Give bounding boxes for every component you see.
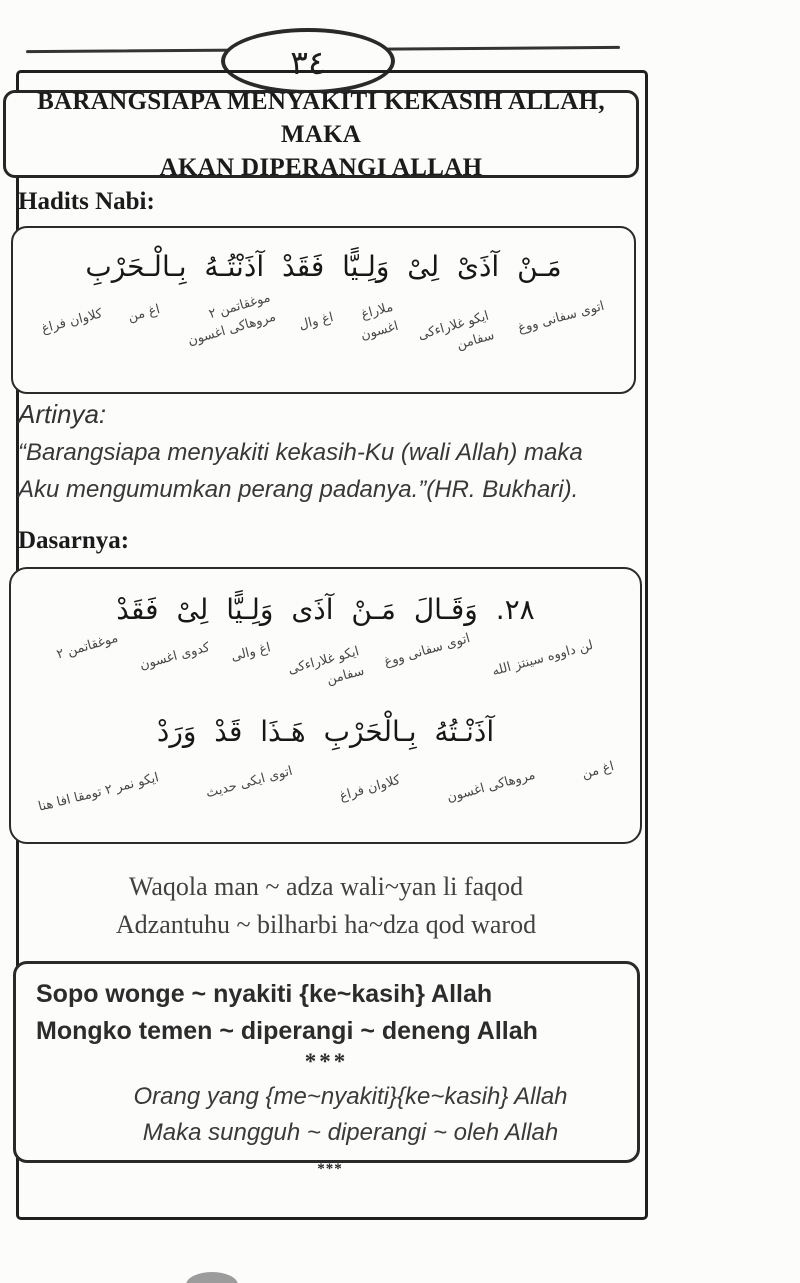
- title-box: [3, 87, 639, 181]
- artinya-translation: [18, 434, 636, 508]
- indonesian-line2: Maka sungguh ~ diperangi ~ oleh Allah: [142, 1119, 559, 1146]
- footer-stars-separator: ***: [317, 1161, 343, 1177]
- transliteration-line2: Adzantuhu ~ bilharbi ha~dza qod warod: [115, 910, 537, 939]
- pegon-annotation: ايكو نمر ٢ تومقا افا هنا: [36, 770, 161, 815]
- pegon-annotation: اتوى ايكى حديث: [204, 763, 295, 802]
- pegon-annotation: كلاوان فراغ: [337, 772, 403, 805]
- pegon-annotation: كلاوان فراغ: [40, 306, 105, 337]
- artinya-line1: “Barangsiapa menyakiti kekasih-Ku (wali Allah) maka: [18, 439, 583, 466]
- dasarnya-arabic-line1: ٢٨. وَقَـالَ مَـنْ آذَى وَلِـيًّا لِىْ فَقَدْ: [116, 593, 535, 626]
- pegon-annotation: اغ من: [580, 759, 616, 782]
- pegon-annotation: ايكو غلاراءكى سفامن: [416, 308, 497, 353]
- pegon-annotation: ملاراغ اغسون: [359, 299, 400, 344]
- pegon-annotation: اغ والى: [229, 640, 272, 665]
- pegon-annotation: مروهاكى اغسون: [445, 767, 538, 806]
- artinya-label: Artinya:: [18, 399, 107, 429]
- transliteration: [0, 868, 652, 944]
- pegon-annotation: اتوى سفانى ووغ: [382, 631, 472, 670]
- stars-separator: ***: [304, 1049, 349, 1074]
- pegon-annotation: موغقاتمن ٢: [55, 630, 120, 663]
- pegon-annotation: اتوى سفانى ووغ: [516, 298, 607, 337]
- javanese-line1: Sopo wonge ~ nyakiti {ke~kasih} Allah: [36, 980, 493, 1008]
- dasarnya-interlinear-row1: [11, 630, 640, 705]
- dasarnya-box: [9, 567, 642, 844]
- javanese-line2: Mongko temen ~ diperangi ~ deneng Allah: [36, 1017, 538, 1045]
- hadits-arabic-text: مَـنْ آذَىْ لِىْ وَلِـيًّا فَقَدْ آذَنْتُـهُ بِـالْـحَرْبِ: [85, 250, 562, 283]
- pegon-annotation: ايكو غلاراءكى سفامن: [286, 644, 367, 689]
- translation-box: [13, 961, 640, 1163]
- indonesian-line1: Orang yang {me~nyakiti}{ke~kasih} Allah: [133, 1083, 568, 1110]
- dasarnya-label: Dasarnya:: [18, 527, 130, 554]
- pegon-annotation: موغقاتمن ٢ مروهاكى اغسون: [186, 290, 278, 349]
- dasarnya-interlinear-row2: [11, 759, 640, 815]
- hadits-interlinear-row: [13, 290, 634, 353]
- hadits-nabi-label: Hadits Nabi:: [18, 188, 155, 215]
- pegon-annotation: كدوى اغسون: [138, 639, 212, 674]
- dasarnya-arabic-line2: آذَنْـتُهُ بِـالْحَرْبِ هَـذَا قَدْ وَرَدْ: [156, 715, 495, 748]
- pegon-annotation: اغ من: [125, 302, 162, 325]
- page-title-line2: AKAN DIPERANGI ALLAH: [159, 153, 483, 181]
- artinya-line2: Aku mengumumkan perang padanya.”(HR. Bukhari).: [18, 476, 579, 503]
- page-title-line1: BARANGSIAPA MENYAKITI KEKASIH ALLAH, MAKA: [37, 87, 605, 148]
- next-page-cartouche-fragment: [186, 1272, 238, 1283]
- pegon-annotation: لن داووه سينتز الله: [490, 637, 596, 680]
- pegon-annotation: اغ وال: [297, 310, 335, 334]
- page-number: ٣٤: [290, 42, 326, 82]
- hadits-box: [11, 226, 636, 394]
- transliteration-line1: Waqola man ~ adza wali~yan li faqod: [128, 872, 524, 901]
